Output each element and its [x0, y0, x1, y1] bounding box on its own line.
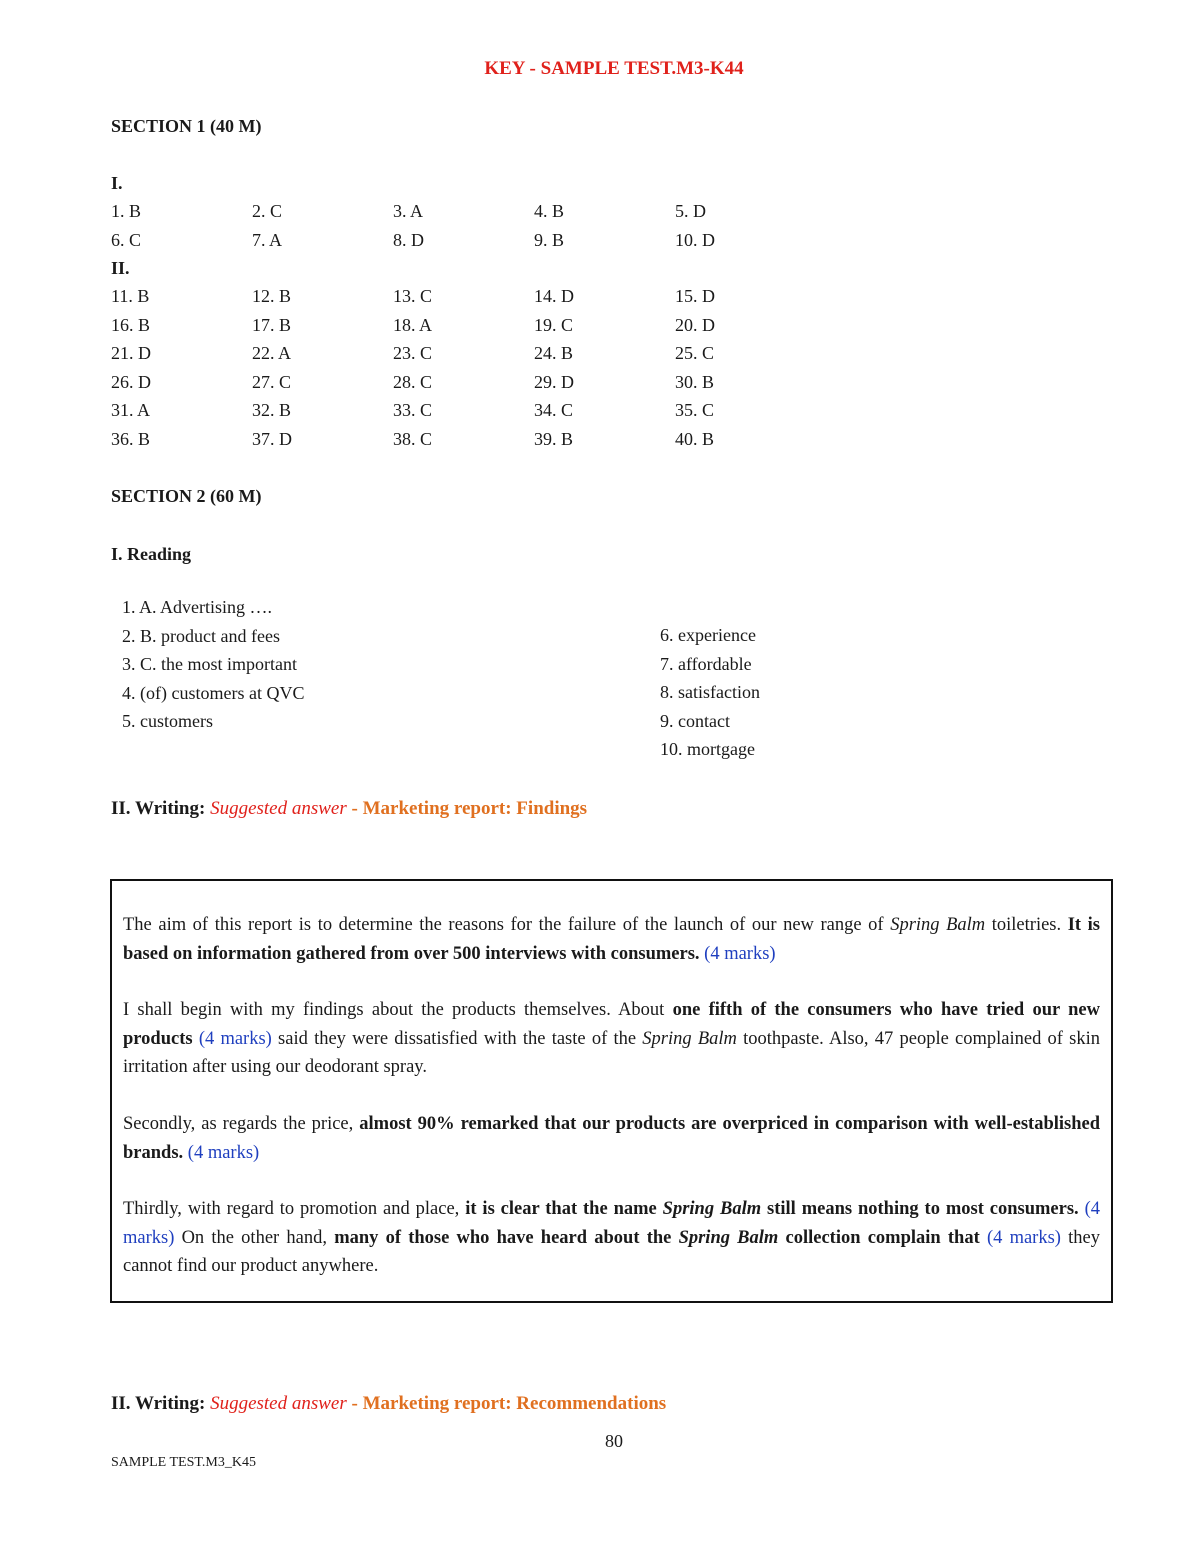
- answer-cell: 33. C: [393, 400, 433, 420]
- answer-cell: 18. A: [393, 314, 433, 335]
- report-paragraph-4: Thirdly, with regard to promotion and place, it is clear that the name Spring Balm still means nothing to most consumers. (4 marks) On the other hand, many of those who have heard about the Spring Balm collection complain that (4 marks) they cannot find our product anywhere.: [123, 1199, 1101, 1276]
- answer-cell: 37. D: [252, 428, 292, 449]
- answer-cell: 13. C: [393, 286, 433, 306]
- report-paragraph-1: The aim of this report is to determine the reasons for the failure of the launch of our new range of Spring Balm toiletries. It is based on information gathered from over 500 interviews with consumers. (4 marks): [123, 915, 1101, 964]
- reading-answer-item: 6. experience: [660, 625, 756, 645]
- section2-heading: SECTION 2 (60 M): [111, 486, 262, 506]
- answer-cell: 38. C: [393, 428, 433, 449]
- answer-cell: 28. C: [393, 371, 433, 392]
- answer-cell: 21. D: [111, 343, 151, 363]
- reading-answer-item: 1. A. Advertising ….: [122, 597, 273, 617]
- answer-cell: 12. B: [252, 286, 292, 306]
- answer-cell: 32. B: [252, 400, 292, 420]
- writing-topic: Marketing report: Recommendations: [362, 1393, 667, 1414]
- part2-label: II.: [111, 258, 130, 278]
- answer-cell: 35. C: [675, 400, 715, 420]
- reading-heading: I. Reading: [111, 544, 192, 564]
- answer-cell: 9. B: [534, 229, 565, 250]
- suggested-answer-label: Suggested answer: [210, 1393, 347, 1414]
- footer-text: SAMPLE TEST.M3_K45: [111, 1455, 256, 1470]
- reading-answer-item: 2. B. product and fees: [122, 625, 280, 646]
- reading-answer-item: 10. mortgage: [660, 739, 755, 759]
- reading-answer-item: 3. C. the most important: [122, 654, 297, 674]
- answer-cell: 36. B: [111, 428, 151, 449]
- answer-cell: 22. A: [252, 343, 292, 363]
- reading-answer-item: 7. affordable: [660, 653, 752, 674]
- answer-cell: 27. C: [252, 371, 292, 392]
- suggested-answer-label: Suggested answer: [210, 798, 347, 819]
- reading-answer-item: 8. satisfaction: [660, 682, 760, 702]
- answer-cell: 20. D: [675, 314, 715, 335]
- answer-cell: 24. B: [534, 343, 574, 363]
- answer-cell: 14. D: [534, 286, 574, 306]
- answer-cell: 17. B: [252, 314, 292, 335]
- answer-cell: 23. C: [393, 343, 433, 363]
- marks-note: (4 marks): [704, 943, 776, 964]
- answer-cell: 31. A: [111, 400, 151, 420]
- marks-note: (4 marks): [986, 1227, 1061, 1248]
- answer-cell: 39. B: [534, 428, 574, 449]
- answer-cell: 3. A: [393, 201, 424, 221]
- report-box: [110, 879, 1113, 1303]
- section1-heading: SECTION 1 (40 M): [111, 116, 262, 136]
- answer-cell: 16. B: [111, 314, 151, 335]
- writing-recommendations-heading: [111, 1393, 666, 1415]
- writing-label: II. Writing:: [111, 1393, 206, 1414]
- answer-cell: 30. B: [675, 371, 715, 392]
- answer-cell: 7. A: [252, 229, 283, 250]
- marks-note: (4 marks): [123, 1199, 1100, 1248]
- answer-cell: 10. D: [675, 229, 715, 250]
- answer-cell: 8. D: [393, 229, 424, 250]
- answer-cell: 6. C: [111, 229, 142, 250]
- page-title: KEY - SAMPLE TEST.M3-K44: [484, 58, 744, 79]
- writing-findings-heading: [111, 798, 587, 820]
- report-paragraph-2: I shall begin with my findings about the products themselves. About one fifth of the consumers who have tried our new products (4 marks) said they were dissatisfied with the taste of the Spring Balm toothpaste. Also, 47 people complained of skin irritation after using our deodorant spray.: [123, 1000, 1101, 1077]
- answer-cell: 34. C: [534, 400, 574, 420]
- answer-cell: 40. B: [675, 428, 715, 449]
- reading-answer-item: 9. contact: [660, 710, 730, 731]
- answer-cell: 29. D: [534, 371, 574, 392]
- marks-note: (4 marks): [198, 1028, 272, 1049]
- part1-label: I.: [111, 173, 123, 193]
- answer-cell: 2. C: [252, 201, 283, 221]
- answer-cell: 15. D: [675, 286, 715, 306]
- writing-topic: Marketing report: Findings: [362, 798, 588, 819]
- answer-cell: 11. B: [111, 286, 150, 306]
- answer-cell: 19. C: [534, 314, 574, 335]
- reading-answer-item: 4. (of) customers at QVC: [122, 682, 305, 703]
- reading-answer-item: 5. customers: [122, 711, 213, 731]
- dash: -: [346, 1393, 363, 1414]
- answer-cell: 26. D: [111, 371, 151, 392]
- page-number: 80: [605, 1431, 623, 1451]
- dash: -: [346, 798, 363, 819]
- answer-cell: 25. C: [675, 343, 715, 363]
- report-paragraph-3: Secondly, as regards the price, almost 90% remarked that our products are overpriced in comparison with well-established brands. (4 marks): [123, 1114, 1100, 1163]
- marks-note: (4 marks): [187, 1142, 260, 1163]
- answer-cell: 5. D: [675, 201, 706, 221]
- writing-label: II. Writing:: [111, 798, 206, 819]
- answer-cell: 4. B: [534, 201, 565, 221]
- answer-cell: 1. B: [111, 201, 142, 221]
